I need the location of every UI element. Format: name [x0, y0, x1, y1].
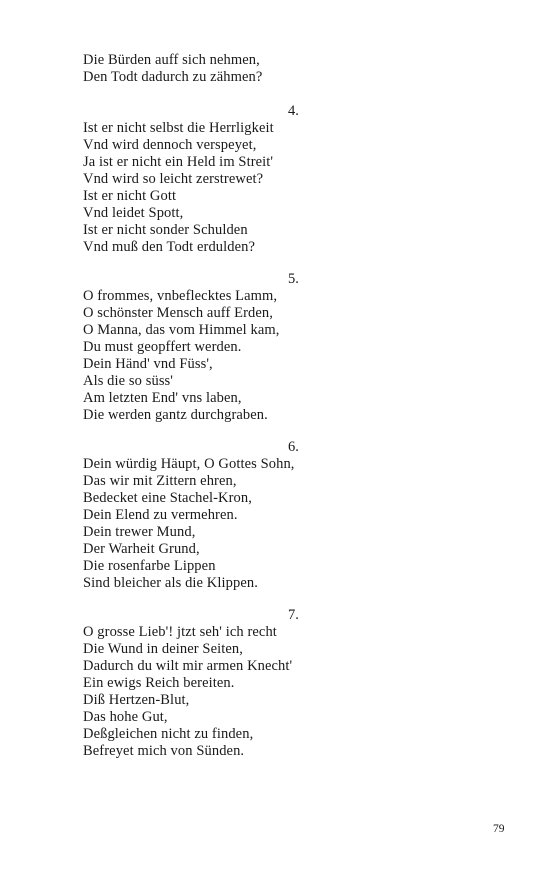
verse-line: Dadurch du wilt mir armen Knecht': [83, 658, 293, 674]
verse-line: Dein Elend zu vermehren.: [83, 507, 238, 523]
verse-line: Als die so süss': [83, 373, 174, 389]
verse-line: O Manna, das vom Himmel kam,: [83, 322, 280, 338]
verse-line: Dein trewer Mund,: [83, 524, 196, 540]
verse-line: Vnd leidet Spott,: [83, 205, 184, 221]
verse-line: Dein Händ' vnd Füss',: [83, 356, 213, 372]
verse-line: Am letzten End' vns laben,: [83, 390, 242, 406]
verse-line: Vnd wird so leicht zerstrewet?: [83, 171, 264, 187]
verse-line: Ist er nicht Gott: [83, 188, 177, 204]
verse-line: Der Warheit Grund,: [83, 541, 200, 557]
verse-line: Bedecket eine Stachel-Kron,: [83, 490, 252, 506]
verse-line: Das wir mit Zittern ehren,: [83, 473, 237, 489]
verse-line: Ja ist er nicht ein Held im Streit': [83, 154, 274, 170]
verse-line: Du must geopffert werden.: [83, 339, 242, 355]
verse-line: O frommes, vnbeflecktes Lamm,: [83, 288, 278, 304]
verse-line: Vnd muß den Todt erdulden?: [83, 239, 256, 255]
stanza-number: 4.: [288, 103, 299, 119]
page-number: 79: [493, 823, 505, 835]
verse-line: Ein ewigs Reich bereiten.: [83, 675, 235, 691]
verse-line: Die werden gantz durchgraben.: [83, 407, 268, 423]
stanza-number: 5.: [288, 271, 299, 287]
verse-line: O grosse Lieb'! jtzt seh' ich recht: [83, 624, 277, 640]
intro-line: Die Bürden auff sich nehmen,: [83, 52, 260, 68]
verse-line: Die Wund in deiner Seiten,: [83, 641, 244, 657]
verse-line: Ist er nicht selbst die Herrligkeit: [83, 120, 274, 136]
verse-line: Das hohe Gut,: [83, 709, 168, 725]
verse-line: Vnd wird dennoch verspeyet,: [83, 137, 257, 153]
verse-line: Die rosenfarbe Lippen: [83, 558, 216, 574]
verse-line: O schönster Mensch auff Erden,: [83, 305, 273, 321]
stanza-number: 7.: [288, 607, 299, 623]
verse-line: Diß Hertzen-Blut,: [83, 692, 190, 708]
verse-line: Sind bleicher als die Klippen.: [83, 575, 258, 591]
intro-line: Den Todt dadurch zu zähmen?: [83, 69, 263, 85]
verse-line: Ist er nicht sonder Schulden: [83, 222, 248, 238]
verse-line: Dein würdig Häupt, O Gottes Sohn,: [83, 456, 295, 472]
stanza-number: 6.: [288, 439, 299, 455]
verse-line: Deßgleichen nicht zu finden,: [83, 726, 254, 742]
verse-line: Befreyet mich von Sünden.: [83, 743, 245, 759]
